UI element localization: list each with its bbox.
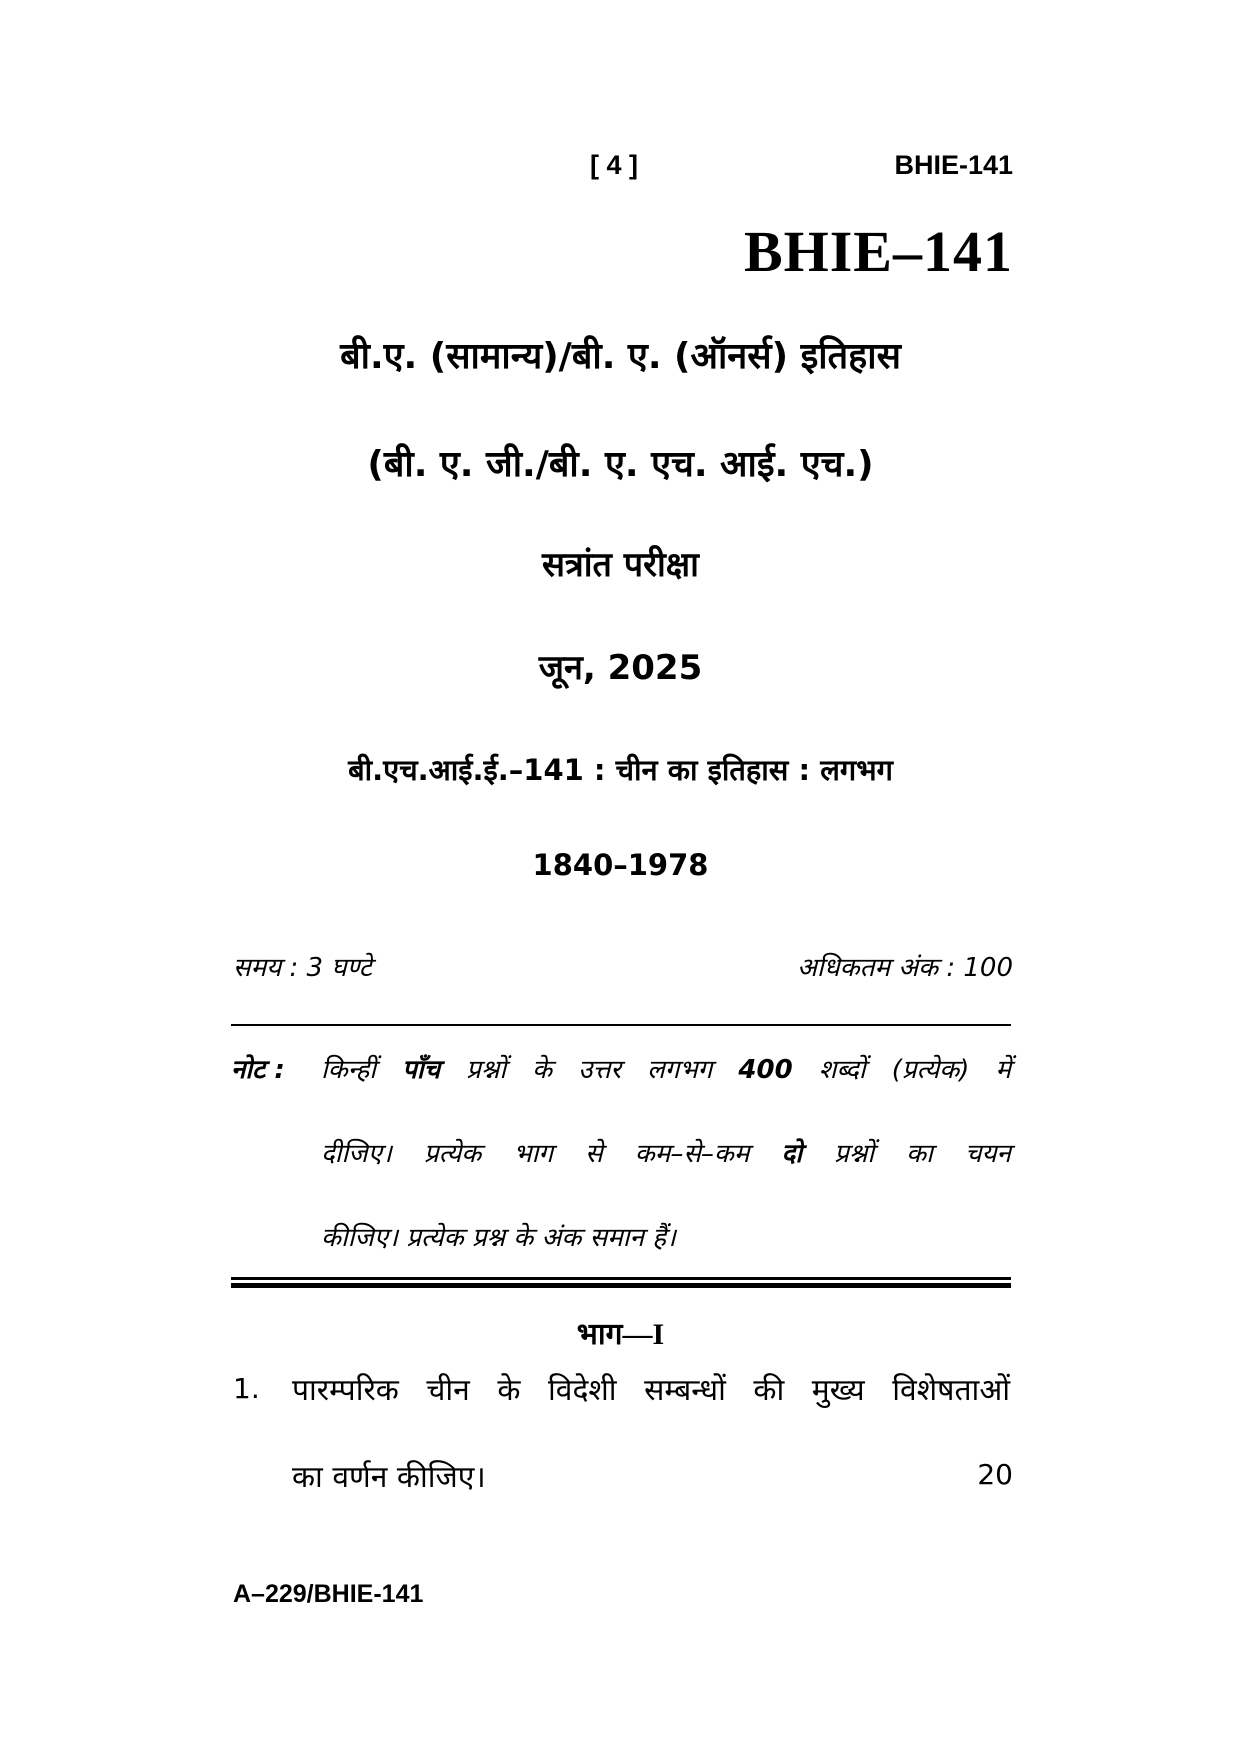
note-text: किन्हीं: [321, 1055, 403, 1085]
note-line-3: कीजिए। प्रत्येक प्रश्न के अंक समान हैं।: [321, 1223, 676, 1253]
exam-type: सत्रांत परीक्षा: [542, 545, 699, 585]
programme-codes: (बी. ए. जी./बी. ए. एच. आई. एच.): [367, 444, 874, 485]
note-label: नोट :: [231, 1055, 285, 1085]
note-emphasis: पाँच: [402, 1055, 441, 1085]
question-text-line-1: पारम्परिक चीन के विदेशी सम्बन्धों की मुख्य विशेषताओं: [292, 1373, 1010, 1408]
note-text: शब्दों (प्रत्येक) में: [792, 1055, 1012, 1085]
note-emphasis: 400: [738, 1055, 793, 1085]
note-emphasis: दो: [781, 1139, 803, 1169]
course-code-title: BHIE–141: [743, 219, 1013, 284]
footer-code: A–229/BHIE-141: [233, 1580, 424, 1608]
question-number: 1.: [233, 1372, 260, 1405]
section-title: भाग—I: [576, 1318, 665, 1351]
course-code-header: BHIE-141: [894, 150, 1013, 180]
note-line-2: [321, 1134, 1011, 1170]
course-title: बी.एच.आई.ई.–141 : चीन का इतिहास : लगभग: [348, 753, 893, 787]
instructions-note: [231, 1050, 1011, 1302]
page-number: [ 4 ]: [590, 150, 639, 180]
question-marks: 20: [977, 1458, 1013, 1491]
divider: [231, 1024, 1011, 1026]
note-text: प्रश्नों के उत्तर लगभग: [440, 1055, 739, 1085]
note-line-1: [321, 1050, 1011, 1086]
course-period: 1840–1978: [532, 848, 709, 882]
exam-duration: समय : 3 घण्टे: [233, 953, 372, 983]
question-text-line-2: का वर्णन कीजिए।: [292, 1460, 486, 1495]
double-divider-top: [231, 1277, 1011, 1280]
maximum-marks: अधिकतम अंक : 100: [797, 953, 1013, 983]
exam-session: जून, 2025: [538, 648, 703, 688]
double-divider-bottom: [231, 1283, 1011, 1288]
note-text: प्रश्नों का चयन: [802, 1139, 1011, 1169]
programme-title: बी.ए. (सामान्य)/बी. ए. (ऑनर्स) इतिहास: [340, 336, 901, 377]
note-text: दीजिए। प्रत्येक भाग से कम–से–कम: [321, 1139, 782, 1169]
